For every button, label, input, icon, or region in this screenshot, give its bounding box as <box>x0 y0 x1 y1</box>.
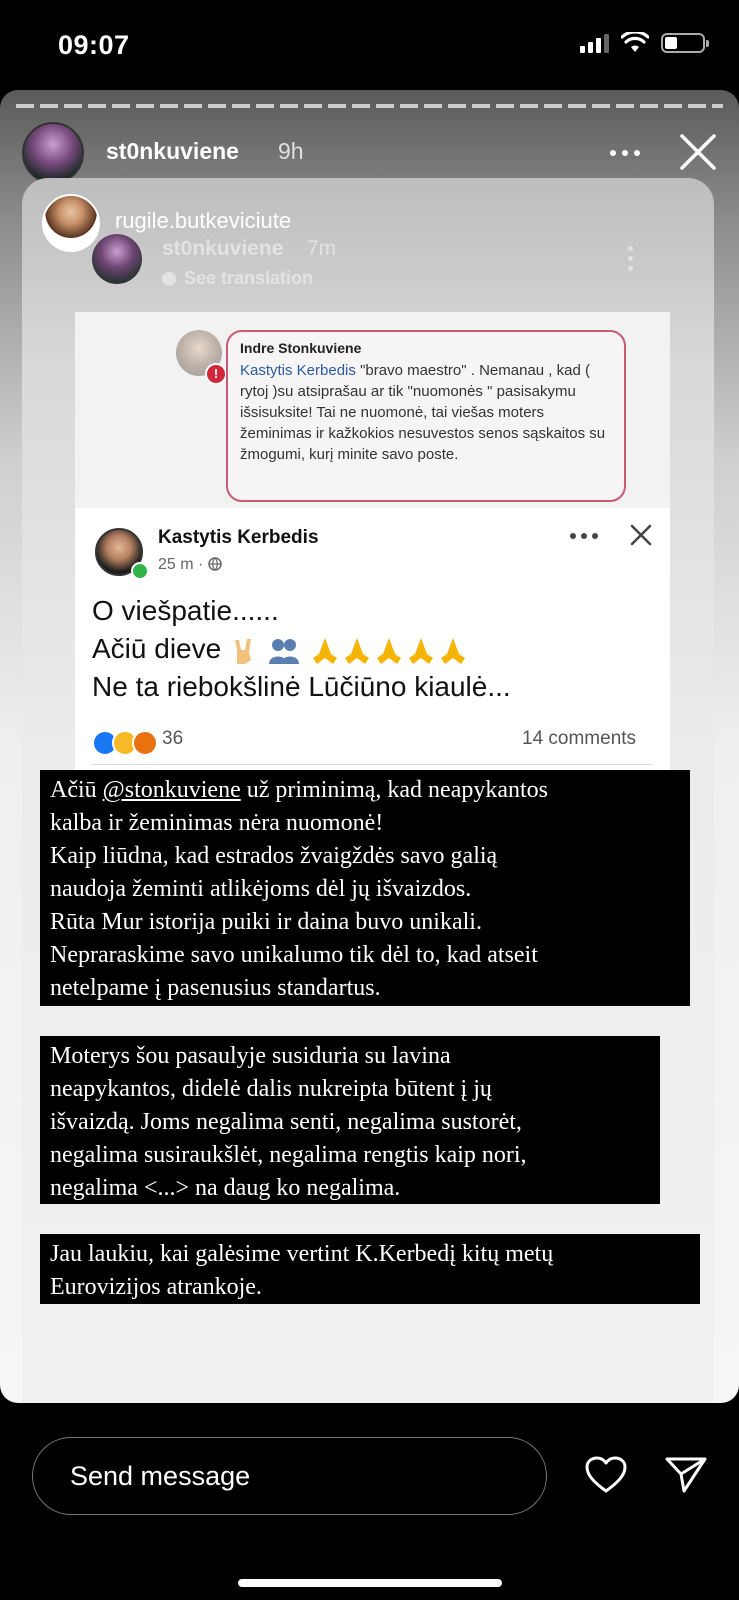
comment-body: "bravo maestro" . Nemanau , kad ( rytoj )su atsiprašau ar tik "nuomonės " pasisakymu išsisuksite! Tai ne nuomonė, tai viešas moters žeminimas ir kažkokios nesuvestos senos sąskaitos su žmogumi, kurį minite savo poste. <box>240 362 606 463</box>
avatar[interactable] <box>22 122 84 184</box>
comment-bubble <box>226 330 626 502</box>
story-progress-bar <box>16 104 723 108</box>
angry-icon <box>132 730 158 756</box>
comment-mention: Kastytis Kerbedis <box>240 362 356 379</box>
caption-2-line-4: negalima susiraukšlėt, negalima rengtis kaip nori, <box>50 1142 527 1168</box>
see-translation <box>162 268 313 289</box>
status-bar <box>0 0 739 90</box>
online-indicator <box>131 562 149 580</box>
caption-1-line-1 <box>50 774 680 807</box>
post-line-2-text: Ačiū dieve <box>92 633 222 664</box>
people-emoji-icon <box>267 636 301 666</box>
rock-hand-emoji-icon <box>229 636 259 666</box>
caption-1-line-7: netelpame į pasenusius standartus. <box>50 975 381 1001</box>
praying-hands-emoji-icon <box>309 636 469 666</box>
comment-author: Indre Stonkuviene <box>240 340 362 356</box>
caption-block-1 <box>40 770 690 1006</box>
signal-icon <box>580 33 609 53</box>
caption-block-2 <box>40 1036 660 1204</box>
post-line-3: Ne ta riebokšlinė Lūčiūno kiaulė... <box>92 671 511 702</box>
caption-1-line-2: kalba ir žeminimas nėra nuomonė! <box>50 810 384 836</box>
caption-mention[interactable]: @stonkuviene <box>102 777 241 803</box>
globe-icon <box>208 557 222 571</box>
more-options-icon[interactable] <box>610 150 640 156</box>
caption-3-line-1: Jau laukiu, kai galėsime vertint K.Kerbedį kitų metų <box>50 1241 554 1267</box>
send-icon[interactable] <box>664 1455 708 1495</box>
caption-2-line-5: negalima <...> na daug ko negalima. <box>50 1175 401 1201</box>
reshare-username[interactable]: rugile.butkeviciute <box>115 208 292 233</box>
see-translation-label: See translation <box>184 268 314 288</box>
wifi-icon <box>621 32 649 54</box>
caption-1-line-3: Kaip liūdna, kad estrados žvaigždės savo galią <box>50 843 498 869</box>
caption-2-line-1: Moterys šou pasaulyje susiduria su lavina <box>50 1043 451 1069</box>
story-username[interactable]: st0nkuviene <box>106 138 239 164</box>
caption-1-line-1-text: už priminimą, kad neapykantos <box>246 777 549 803</box>
caption-2-line-2: neapykantos, didelė dalis nukreipta būtent į jų <box>50 1076 492 1102</box>
post-author: Kastytis Kerbedis <box>158 527 319 548</box>
post-time: 25 m · <box>158 556 208 573</box>
divider <box>92 764 652 765</box>
caption-3-line-2: Eurovizijos atrankoje. <box>50 1274 262 1300</box>
inner-username: st0nkuviene <box>162 237 284 260</box>
post-meta <box>158 556 222 574</box>
inner-more-icon <box>628 246 633 271</box>
post-line-2 <box>92 630 511 668</box>
caption-2-line-3: išvaizdą. Joms negalima senti, negalima sustorėt, <box>50 1109 522 1135</box>
post-close-icon <box>630 524 652 546</box>
home-indicator <box>238 1579 502 1587</box>
close-icon[interactable] <box>678 132 718 172</box>
caption-block-3 <box>40 1234 700 1304</box>
alert-icon: ! <box>205 363 227 385</box>
status-icons <box>580 32 705 54</box>
translate-icon <box>162 272 176 286</box>
comment-count: 14 comments <box>522 728 637 749</box>
post-line-1: O viešpatie...... <box>92 595 279 626</box>
clock: 09:07 <box>58 30 130 60</box>
caption-1-prefix: Ačiū <box>50 777 97 803</box>
reaction-icons <box>92 730 152 756</box>
caption-1-line-4: naudoja žeminti atlikėjoms dėl jų išvaizdos. <box>50 876 472 902</box>
inner-time: 7m <box>307 237 337 260</box>
battery-icon <box>661 33 705 53</box>
story-time: 9h <box>278 138 304 164</box>
send-message-placeholder[interactable]: Send message <box>70 1461 251 1491</box>
caption-1-line-6: Nepraraskime savo unikalumo tik dėl to, kad atseit <box>50 942 538 968</box>
reshare-avatar[interactable] <box>42 194 100 252</box>
post-more-icon <box>570 533 598 539</box>
reaction-count: 36 <box>162 728 184 749</box>
post-text <box>92 592 511 706</box>
comment-text <box>240 360 612 465</box>
heart-icon[interactable] <box>584 1455 628 1495</box>
message-bar <box>0 1403 739 1600</box>
inner-avatar <box>92 234 142 284</box>
caption-1-line-5: Rūta Mur istorija puiki ir daina buvo unikali. <box>50 909 482 935</box>
